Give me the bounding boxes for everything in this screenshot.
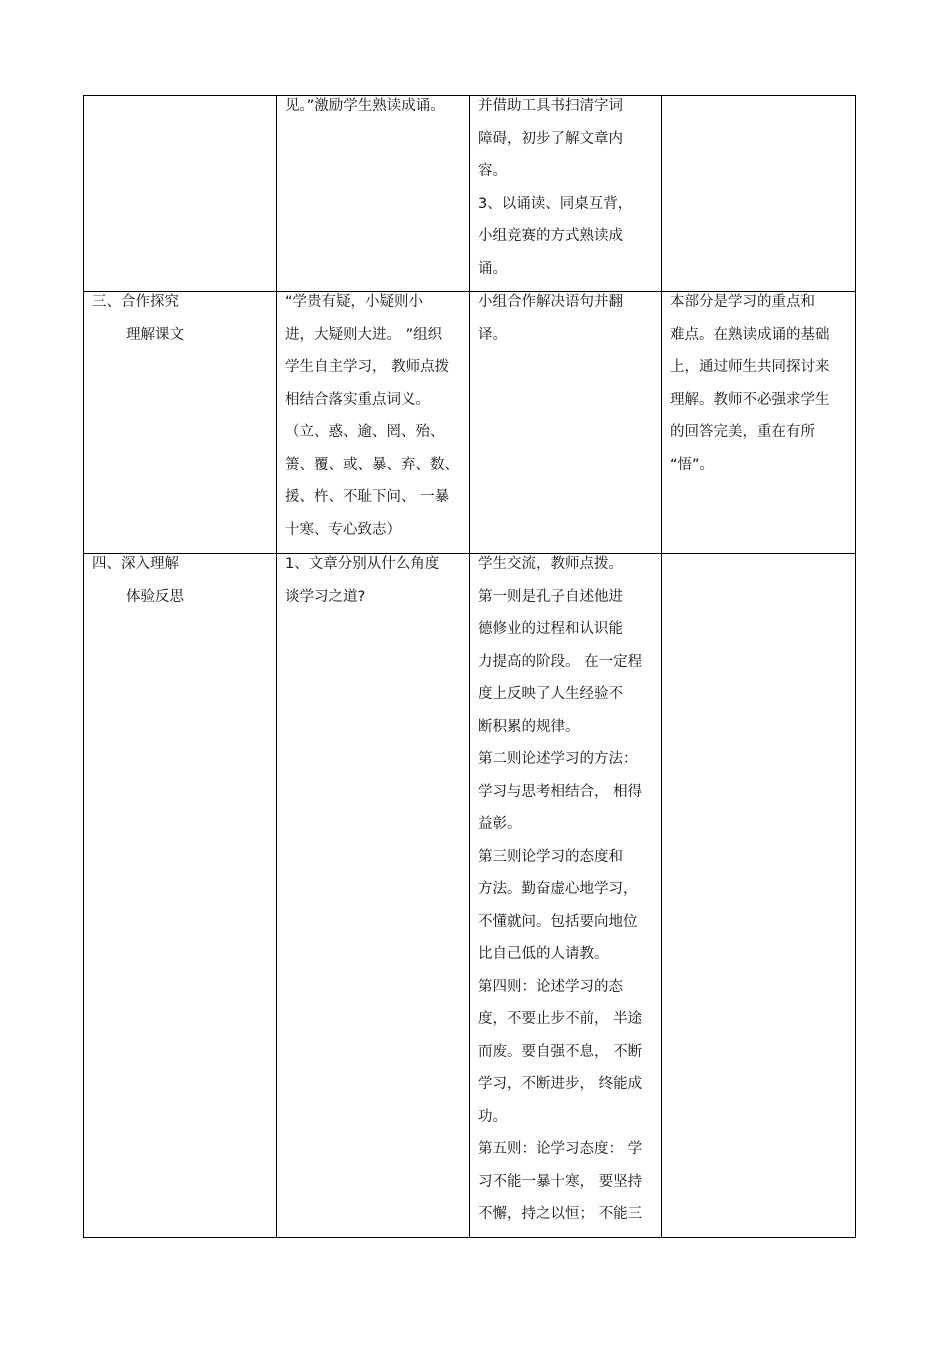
student-text-line: 第三则论学习的态度和: [478, 848, 623, 865]
student-text-line: 力提高的阶段。 在一定程: [478, 653, 643, 670]
teacher-activity-cell: [277, 96, 470, 292]
student-text-line: 3、以诵读、同桌互背，: [478, 195, 633, 212]
student-activity-cell: [470, 554, 662, 1238]
student-text-line: 度，不要止步不前， 半途: [478, 1011, 643, 1027]
design-note-cell: [662, 554, 856, 1238]
step-cell: [84, 292, 277, 554]
teacher-text-line: 进，大疑则大进。 ”组织: [285, 326, 443, 343]
student-text-line: 第一则是孔子自述他进: [478, 588, 623, 605]
student-text-line: 学生交流，教师点拨。: [478, 556, 623, 572]
cell-text: [478, 90, 655, 285]
teacher-text-line: 十寒、专心致志）: [285, 521, 401, 538]
table-body: [84, 96, 856, 1238]
teacher-activity-cell: [277, 554, 470, 1238]
cell-text: [478, 548, 655, 1231]
step-cell: [84, 554, 277, 1238]
student-text-line: 并借助工具书扫清字词: [478, 98, 623, 114]
student-text-line: 不懂就问。包括要向地位: [478, 913, 638, 930]
student-activity-cell: [470, 96, 662, 292]
table-row: [84, 554, 856, 1238]
teacher-text-line: （立、惑、逾、罔、殆、: [285, 424, 445, 440]
student-text-line: 小组竞赛的方式熟读成: [478, 228, 623, 244]
cell-text: [92, 286, 270, 351]
student-text-line: 容。: [478, 163, 507, 179]
student-text-line: 德修业的过程和认识能: [478, 621, 623, 637]
note-text-line: 上，通过师生共同探讨来: [670, 359, 830, 375]
student-text-line: 学习，不断进步， 终能成: [478, 1076, 643, 1092]
cell-text: [92, 548, 270, 613]
table-row: [84, 292, 856, 554]
table-row: [84, 96, 856, 292]
step-cell: [84, 96, 277, 292]
student-text-line: 诵。: [478, 260, 507, 277]
teacher-text-line: 相结合落实重点词义。: [285, 391, 430, 408]
teacher-text-line: 学生自主学习， 教师点拨: [285, 359, 450, 375]
lesson-plan-table: [83, 95, 856, 1238]
student-text-line: 不懈，持之以恒； 不能三: [478, 1206, 643, 1222]
student-text-line: 第二则论述学习的方法：: [478, 751, 638, 767]
student-text-line: 度上反映了人生经验不: [478, 686, 623, 702]
step-text-line: 四、深入理解: [92, 556, 179, 572]
student-text-line: 小组合作解决语句并翻: [478, 294, 623, 310]
teacher-text-line: 1、文章分别从什么角度: [285, 556, 440, 572]
student-text-line: 障碍，初步了解文章内: [478, 130, 623, 147]
student-text-line: 功。: [478, 1108, 507, 1125]
student-text-line: 断积累的规律。: [478, 718, 580, 735]
teacher-text-line: 谈学习之道?: [285, 588, 366, 605]
student-text-line: 译。: [478, 326, 507, 343]
cell-text: [478, 286, 655, 351]
note-text-line: 难点。在熟读成诵的基础: [670, 326, 830, 343]
teacher-text-line: 援、杵、不耻下问、 一暴: [285, 489, 450, 505]
student-text-line: 学习与思考相结合， 相得: [478, 783, 643, 800]
cell-text: [285, 286, 463, 546]
teacher-text-line: 见。”激励学生熟读成诵。: [285, 98, 445, 114]
student-text-line: 益彰。: [478, 816, 522, 832]
student-text-line: 第四则：论述学习的态: [478, 978, 623, 995]
teacher-text-line: 箦、覆、或、暴、弃、数、: [285, 456, 459, 473]
note-text-line: “悟”。: [670, 456, 715, 473]
design-note-cell: [662, 96, 856, 292]
step-text-line: 理解课文: [126, 326, 184, 343]
student-text-line: 比自己低的人请教。: [478, 946, 609, 962]
student-text-line: 习不能一暴十寒， 要坚持: [478, 1173, 643, 1190]
note-text-line: 的回答完美，重在有所: [670, 424, 815, 440]
student-text-line: 第五则：论学习态度： 学: [478, 1141, 643, 1157]
student-text-line: 方法。勤奋虚心地学习，: [478, 881, 638, 897]
note-text-line: 本部分是学习的重点和: [670, 294, 815, 310]
teacher-text-line: “学贵有疑，小疑则小: [285, 294, 424, 310]
note-text-line: 理解。教师不必强求学生: [670, 391, 830, 408]
teacher-activity-cell: [277, 292, 470, 554]
step-text-line: 体验反思: [126, 588, 184, 605]
cell-text: [285, 548, 463, 613]
design-note-cell: [662, 292, 856, 554]
step-text-line: 三、合作探究: [92, 294, 179, 310]
cell-text: [285, 90, 463, 123]
student-text-line: 而废。要自强不息， 不断: [478, 1043, 643, 1060]
student-activity-cell: [470, 292, 662, 554]
cell-text: [670, 286, 849, 481]
